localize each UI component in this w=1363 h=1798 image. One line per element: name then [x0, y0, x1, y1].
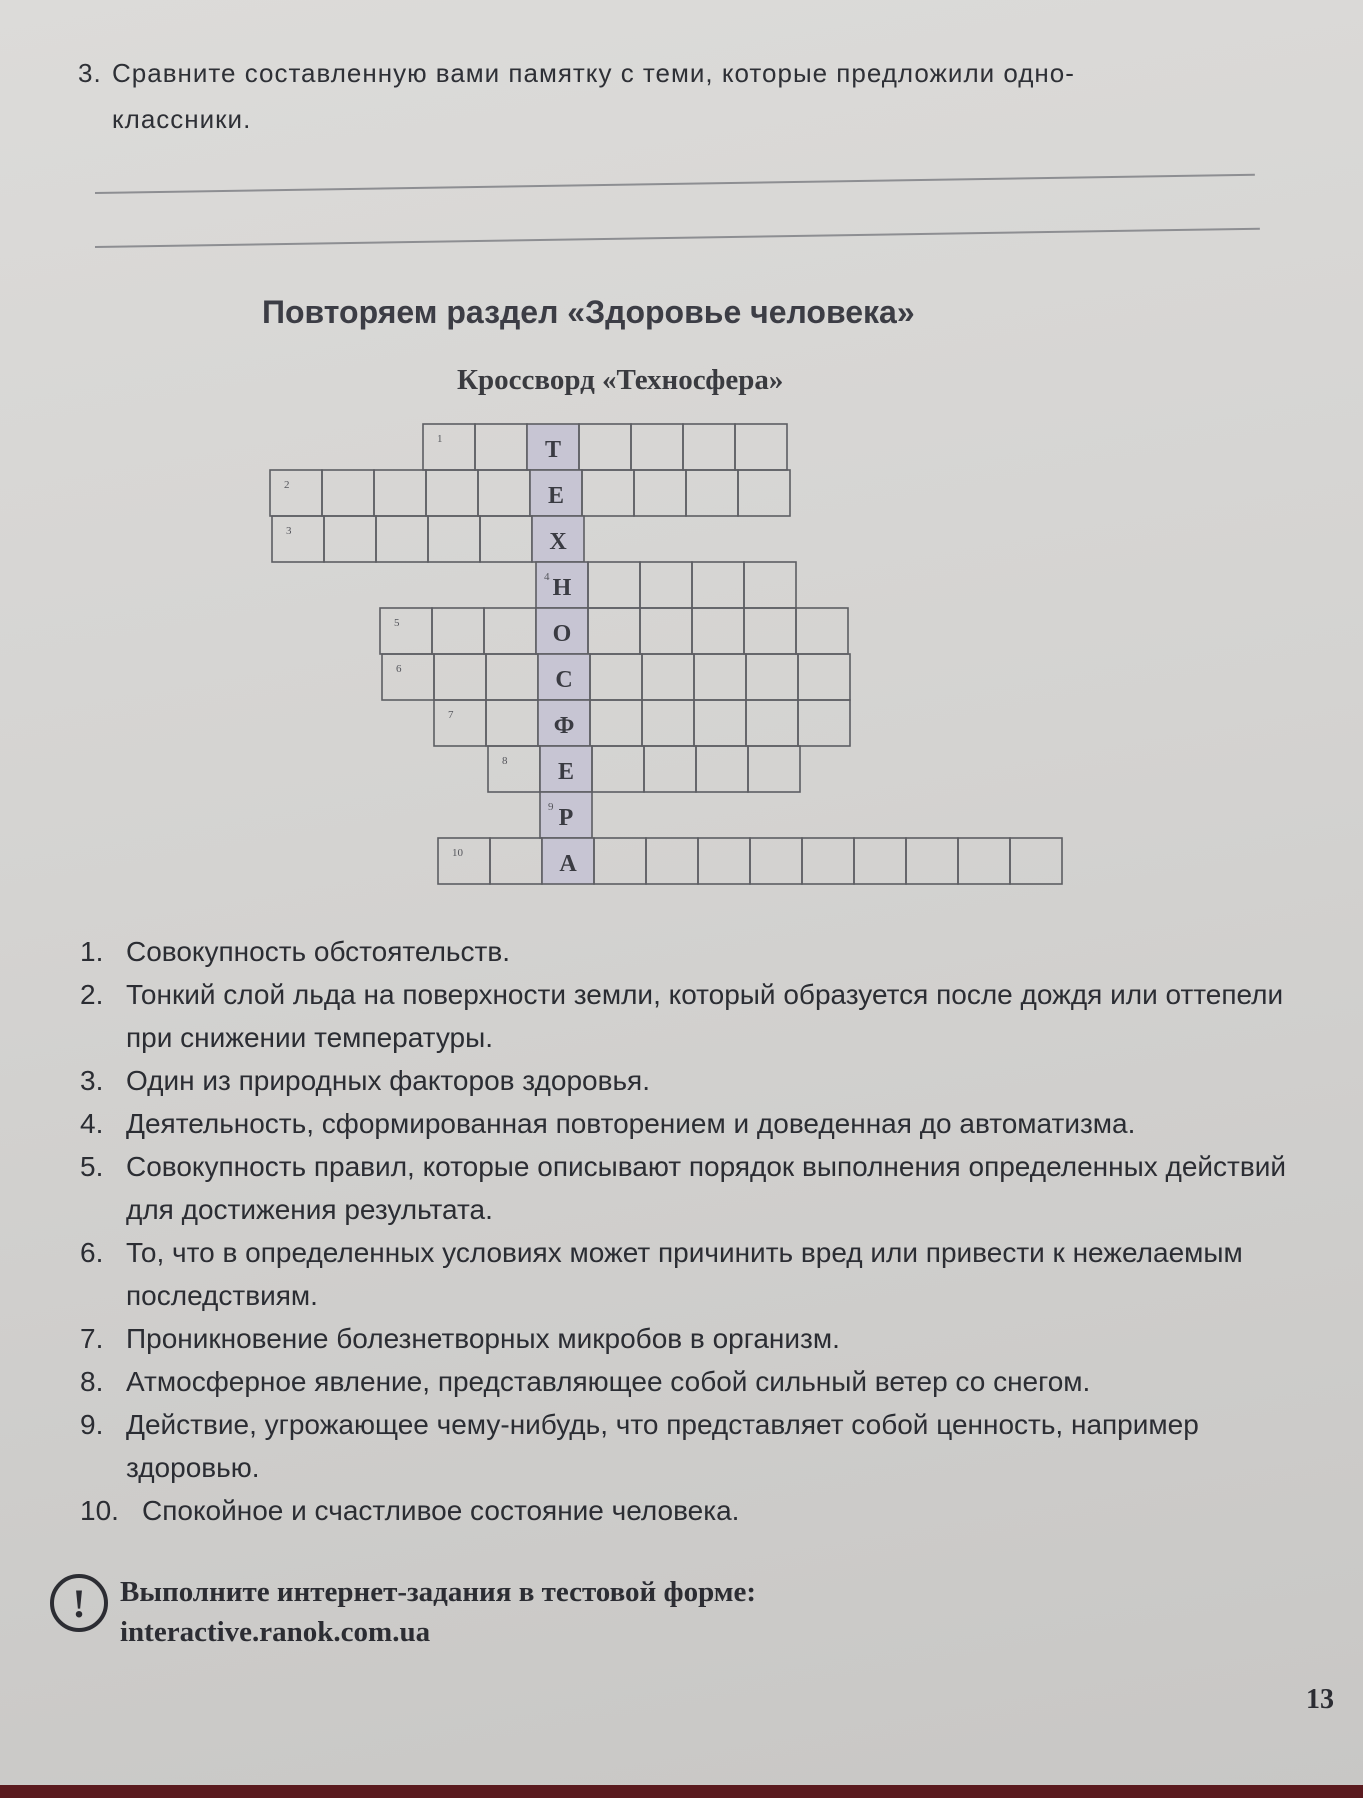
crossword-cell[interactable] — [744, 608, 796, 654]
crossword-cell[interactable] — [423, 424, 475, 470]
crossword-cell[interactable] — [434, 654, 486, 700]
clue-number: 7. — [80, 1323, 104, 1354]
clue-number-label: 7 — [448, 709, 454, 721]
clue-text: Действие, угрожающее чему-нибудь, что представляет собой ценность, например здоровью. — [126, 1409, 1199, 1483]
clue-item — [80, 1145, 1330, 1231]
clue-item — [80, 973, 1330, 1059]
clue-number-label: 5 — [394, 617, 400, 629]
crossword-cell[interactable] — [590, 700, 642, 746]
note-text: Выполните интернет-задания в тестовой форме: — [120, 1576, 757, 1608]
crossword-cell[interactable] — [380, 608, 432, 654]
clue-item — [80, 1317, 1330, 1360]
crossword-cell[interactable] — [640, 608, 692, 654]
crossword-cell[interactable] — [738, 470, 790, 516]
crossword-cell[interactable] — [322, 470, 374, 516]
crossword-cell[interactable] — [488, 746, 540, 792]
crossword-cell[interactable] — [735, 424, 787, 470]
crossword-cell[interactable] — [634, 470, 686, 516]
clue-number-label: 10 — [452, 847, 463, 859]
crossword-cell[interactable] — [748, 746, 800, 792]
crossword-cell[interactable] — [686, 470, 738, 516]
crossword-cell[interactable] — [692, 608, 744, 654]
clue-text: Тонкий слой льда на поверхности земли, который образуется после дождя или оттепели при снижении температуры. — [126, 979, 1284, 1053]
crossword-cell[interactable] — [592, 746, 644, 792]
keyword-letter: Н — [552, 575, 572, 601]
crossword-cell[interactable] — [579, 424, 631, 470]
crossword-cell[interactable] — [692, 562, 744, 608]
bottom-edge — [0, 1785, 1363, 1798]
crossword-cell[interactable] — [642, 700, 694, 746]
crossword-cell[interactable] — [486, 654, 538, 700]
clue-item — [80, 1231, 1330, 1317]
crossword-cell[interactable] — [698, 838, 750, 884]
exclamation-icon: ! — [50, 1574, 108, 1632]
clue-item — [80, 1059, 1330, 1102]
task-3-text-line2: классники. — [112, 104, 252, 134]
crossword-title: Кроссворд «Техносфера» — [457, 364, 784, 396]
clue-text: То, что в определенных условиях может причинить вред или привести к нежелаемым последствиям. — [126, 1237, 1243, 1311]
crossword-cell[interactable] — [746, 654, 798, 700]
keyword-letter: Е — [557, 759, 575, 785]
crossword-cell[interactable] — [438, 838, 490, 884]
task-3-text-line1: Сравните составленную вами памятку с теми, которые предложили одно- — [112, 58, 1075, 88]
keyword-letter: Ф — [553, 713, 575, 739]
clue-number: 2. — [80, 979, 104, 1010]
clue-text: Спокойное и счастливое состояние человека. — [142, 1495, 740, 1526]
keyword-letter: Т — [544, 437, 562, 463]
clue-number: 3. — [80, 1065, 104, 1096]
clue-number: 10. — [80, 1495, 119, 1526]
clue-number-label: 4 — [544, 571, 550, 583]
crossword-cell[interactable] — [694, 700, 746, 746]
crossword-cell[interactable] — [490, 838, 542, 884]
clue-text: Атмосферное явление, представляющее собой сильный ветер со снегом. — [126, 1366, 1091, 1397]
clue-item — [80, 1489, 1330, 1532]
crossword-cell[interactable] — [272, 516, 324, 562]
crossword-cell[interactable] — [582, 470, 634, 516]
crossword-cell[interactable] — [588, 562, 640, 608]
clue-number-label: 8 — [502, 755, 508, 767]
clue-text: Совокупность обстоятельств. — [126, 936, 510, 967]
clue-text: Деятельность, сформированная повторением и доведенная до автоматизма. — [126, 1108, 1136, 1139]
crossword-cell[interactable] — [796, 608, 848, 654]
crossword-cell[interactable] — [642, 654, 694, 700]
clue-number: 4. — [80, 1108, 104, 1139]
clue-item — [80, 1102, 1330, 1145]
crossword-cell[interactable] — [694, 654, 746, 700]
keyword-letter: Х — [549, 529, 567, 555]
clue-item — [80, 1403, 1330, 1489]
clue-text: Совокупность правил, которые описывают порядок выполнения определенных действий для достижения результата. — [126, 1151, 1287, 1225]
crossword-cell[interactable] — [854, 838, 906, 884]
crossword-cell[interactable] — [640, 562, 692, 608]
crossword-cell[interactable] — [802, 838, 854, 884]
clue-number-label: 3 — [286, 525, 292, 537]
crossword-cell[interactable] — [798, 654, 850, 700]
crossword-cell[interactable] — [434, 700, 486, 746]
crossword-cell[interactable] — [746, 700, 798, 746]
crossword-cell[interactable] — [750, 838, 802, 884]
crossword-cell[interactable] — [1010, 838, 1062, 884]
keyword-letter: А — [559, 851, 577, 877]
clue-text: Проникновение болезнетворных микробов в организм. — [126, 1323, 840, 1354]
crossword-cell[interactable] — [646, 838, 698, 884]
crossword-cell[interactable] — [382, 654, 434, 700]
crossword-cell[interactable] — [588, 608, 640, 654]
crossword-cell[interactable] — [590, 654, 642, 700]
crossword-cell[interactable] — [426, 470, 478, 516]
crossword-cell[interactable] — [644, 746, 696, 792]
crossword-cell[interactable] — [744, 562, 796, 608]
crossword-cell[interactable] — [683, 424, 735, 470]
crossword-cell[interactable] — [270, 470, 322, 516]
crossword-cell[interactable] — [798, 700, 850, 746]
clue-list — [80, 930, 1330, 1532]
crossword-cell[interactable] — [376, 516, 428, 562]
crossword-cell[interactable] — [594, 838, 646, 884]
crossword-cell[interactable] — [958, 838, 1010, 884]
clue-number: 9. — [80, 1409, 104, 1440]
clue-item — [80, 1360, 1330, 1403]
note-url[interactable]: interactive.ranok.com.ua — [120, 1616, 431, 1648]
crossword-cell[interactable] — [486, 700, 538, 746]
clue-number: 5. — [80, 1151, 104, 1182]
keyword-letter: С — [555, 667, 573, 693]
clue-number: 6. — [80, 1237, 104, 1268]
crossword-cell[interactable] — [374, 470, 426, 516]
clue-number-label: 9 — [548, 801, 554, 813]
clue-number-label: 2 — [284, 479, 290, 491]
section-title: Повторяем раздел «Здоровье человека» — [262, 294, 915, 330]
crossword-cell[interactable] — [432, 608, 484, 654]
clue-number: 8. — [80, 1366, 104, 1397]
crossword-cell[interactable] — [475, 424, 527, 470]
clue-number-label: 6 — [396, 663, 402, 675]
crossword-cell[interactable] — [484, 608, 536, 654]
crossword-cell[interactable] — [906, 838, 958, 884]
crossword-cell[interactable] — [478, 470, 530, 516]
crossword-cell[interactable] — [631, 424, 683, 470]
clue-number: 1. — [80, 936, 104, 967]
crossword-cell[interactable] — [480, 516, 532, 562]
clue-number-label: 1 — [437, 433, 443, 445]
crossword-cell[interactable] — [428, 516, 480, 562]
crossword-cell[interactable] — [696, 746, 748, 792]
keyword-letter: Р — [558, 805, 574, 831]
crossword-cell[interactable] — [324, 516, 376, 562]
keyword-letter: Е — [547, 483, 565, 509]
clue-text: Один из природных факторов здоровья. — [126, 1065, 650, 1096]
internet-task-note — [50, 1572, 756, 1652]
clue-item — [80, 930, 1330, 973]
page-number: 13 — [1306, 1684, 1334, 1715]
keyword-letter: О — [552, 621, 572, 647]
task-3-number: 3. — [78, 58, 102, 88]
